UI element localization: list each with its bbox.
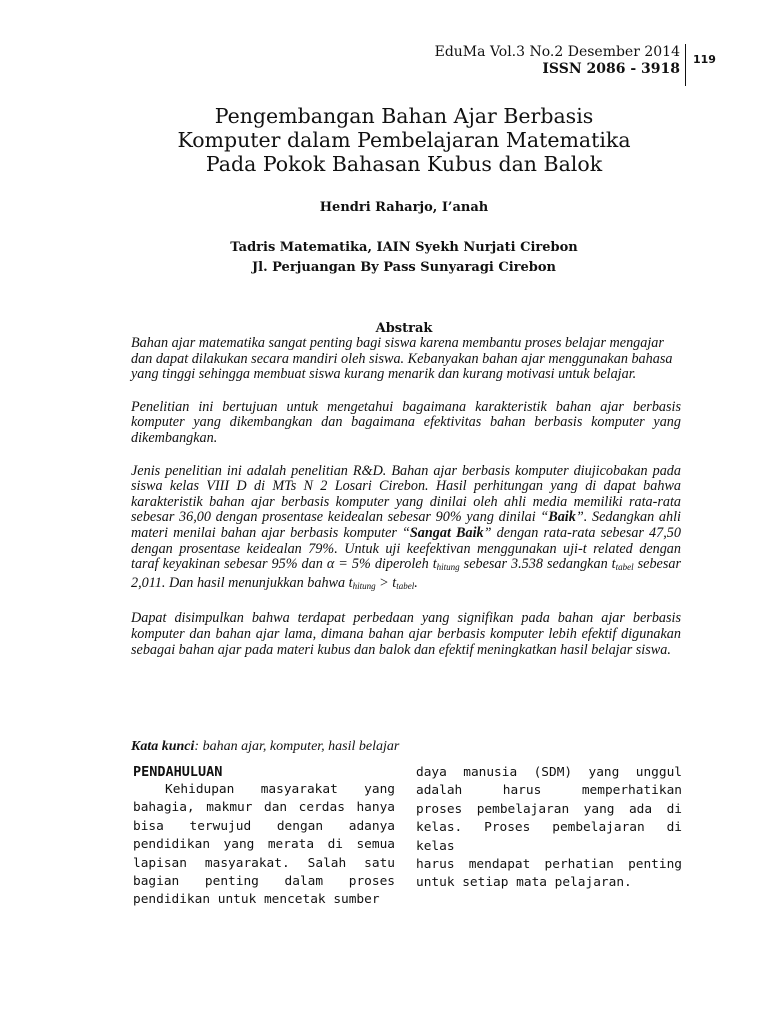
paper-title	[100, 104, 708, 176]
abstract-p3-text-4: sebesar 3.538 sedangkan t	[459, 556, 616, 573]
abstract-paragraph-3	[131, 464, 681, 595]
abstract-heading: Abstrak	[375, 321, 433, 336]
abstract-p3-text-3: ” dengan rata-rata sebesar 47,50 dengan prosentase keidealan 79%. Untuk uji keefektivan menggunakan uji-t related dengan taraf keyakinan sebesar 95% dan α = 5% diperoleh t	[131, 524, 681, 573]
intro-right-line: kelas. Proses pembelajaran di kelas	[416, 820, 682, 854]
abstract-p3-text-5: sebesar 2,011. Dan hasil menunjukkan bahwa t	[131, 556, 681, 591]
abstract-p3-text-2: ”. Sedangkan ahli materi menilai bahan ajar berbasis komputer “	[131, 509, 681, 541]
intro-left-line: lapisan masyarakat. Salah satu	[133, 855, 395, 871]
abstract-p3-sub-4: tabel	[396, 580, 415, 591]
intro-right-line: proses pembelajaran yang ada di	[416, 801, 682, 817]
abstract-body	[131, 336, 681, 675]
intro-left-text: Kehidupan masyarakat yang	[165, 782, 395, 797]
keywords-text: : bahan ajar, komputer, hasil belajar	[194, 739, 400, 754]
title-line-2: Komputer dalam Pembelajaran Matematika	[177, 128, 631, 152]
page-number: 119	[693, 53, 716, 66]
intro-left-line	[133, 781, 395, 799]
intro-column-right	[416, 764, 682, 893]
authors: Hendri Raharjo, I’anah	[319, 200, 489, 215]
abstract-paragraph-1: Bahan ajar matematika sangat penting bagi siswa karena membantu proses belajar mengajar dan dapat dilakukan secara mandiri oleh siswa. Kebanyakan bahan ajar menggunakan bahasa yang tinggi sehingga membuat siswa kurang menarik dan kurang motivasi untuk belajar.	[131, 335, 673, 383]
abstract-p3-sub-3: hitung	[352, 580, 376, 591]
affiliation-line-2: Jl. Perjuangan By Pass Sunyaragi Cirebon	[251, 260, 556, 275]
abstract-p3-text-7: .	[414, 574, 418, 591]
header-divider	[685, 44, 686, 86]
intro-right-line: adalah harus memperhatikan	[416, 783, 682, 799]
abstract-p3-sub-2: tabel	[615, 562, 634, 573]
title-line-1: Pengembangan Bahan Ajar Berbasis	[214, 104, 594, 128]
keywords-label: Kata kunci	[131, 739, 195, 754]
abstract-p3-sub-1: hitung	[436, 562, 460, 573]
running-header	[435, 44, 680, 78]
abstract-p3-bold-1: Baik	[548, 509, 576, 526]
intro-right-line: harus mendapat perhatian penting	[416, 857, 682, 873]
intro-right-line: untuk setiap mata pelajaran.	[416, 875, 632, 891]
affiliation-line-1: Tadris Matematika, IAIN Syekh Nurjati Cirebon	[230, 240, 578, 255]
affiliation	[100, 238, 708, 278]
intro-column-left	[133, 781, 395, 910]
abstract-paragraph-4: Dapat disimpulkan bahwa terdapat perbedaan yang signifikan pada bahan ajar berbasis komputer dan bahan ajar lama, dimana bahan ajar berbasis komputer lebih efektif digunakan sebagai bahan ajar pada materi kubus dan balok dan efektif meningkatkan hasil belajar siswa.	[131, 610, 681, 658]
title-line-3: Pada Pokok Bahasan Kubus dan Balok	[205, 152, 603, 176]
intro-left-line: bahagia, makmur dan cerdas hanya	[133, 800, 395, 816]
section-heading-pendahuluan: PENDAHULUAN	[133, 764, 223, 780]
keywords	[131, 739, 681, 755]
abstract-p3-text-6: > t	[375, 574, 397, 591]
abstract-p3-text-1: Jenis penelitian ini adalah penelitian R&D. Bahan ajar berbasis komputer diujicobakan pada siswa kelas VIII D di MTs N 2 Losari Cirebon. Hasil perhitungan yang di dapat bahwa karakteristik bahan ajar berbasis komputer yang dinilai oleh ahli media memiliki rata-rata sebesar 36,00 dengan prosentase keidealan sebesar 90% yang dinilai “	[131, 462, 681, 526]
abstract-p3-bold-2: Sangat Baik	[409, 524, 484, 541]
intro-left-line: pendidikan untuk mencetak sumber	[133, 892, 380, 908]
intro-left-line: bisa terwujud dengan adanya	[133, 818, 395, 834]
intro-left-line: bagian penting dalam proses	[133, 874, 395, 890]
intro-left-line: pendidikan yang merata di semua	[133, 837, 395, 853]
journal-info: EduMa Vol.3 No.2 Desember 2014	[434, 44, 680, 60]
intro-right-line: daya manusia (SDM) yang unggul	[416, 765, 682, 780]
issn: ISSN 2086 - 3918	[542, 61, 680, 77]
abstract-paragraph-2: Penelitian ini bertujuan untuk mengetahui bagaimana karakteristik bahan ajar berbasis komputer yang dikembangkan dan bagaimana efektivitas bahan berbasis komputer yang dikembangkan.	[131, 398, 681, 446]
